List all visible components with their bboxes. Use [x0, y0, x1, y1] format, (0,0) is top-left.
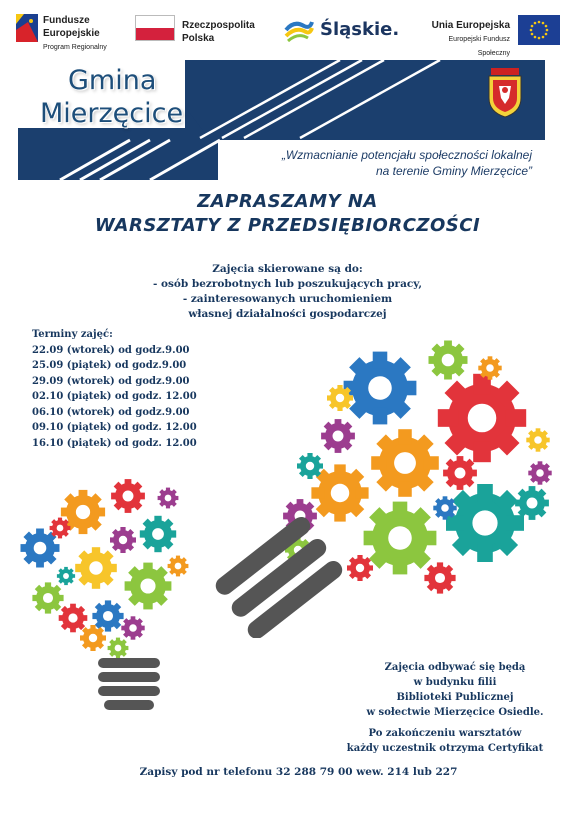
logo-bar — [0, 0, 575, 58]
schedule-item: 09.10 (piątek) od godz. 12.00 — [32, 422, 197, 433]
gmina-line2: Mierzęcice — [40, 98, 184, 129]
right-bulb-base — [212, 513, 346, 638]
eu-funds-text — [43, 13, 107, 53]
eu-flag — [518, 15, 560, 49]
eu-funds-line3: Program Regionalny — [43, 44, 107, 51]
schedule-heading: Terminy zajęć: — [32, 329, 113, 340]
left-bulb-gears — [21, 479, 189, 658]
audience-intro: Zajęcia skierowane są do: — [212, 263, 363, 275]
location-line1: Zajęcia odbywać się będą — [384, 662, 526, 673]
location-block — [350, 660, 560, 720]
coat-of-arms-icon — [485, 68, 525, 118]
certificate-line1: Po zakończeniu warsztatów — [368, 728, 522, 739]
ue-text — [418, 18, 510, 59]
rp-line2: Polska — [182, 33, 215, 44]
lightbulb-gears-left — [18, 468, 193, 723]
eu-funds-line1: Fundusze — [43, 15, 90, 26]
slaskie-logo — [284, 16, 314, 46]
lightbulb-gears-right — [200, 338, 570, 638]
location-line3: Biblioteki Publicznej — [396, 692, 514, 703]
slaskie-icon — [284, 16, 314, 42]
polish-flag — [135, 15, 175, 41]
schedule-item: 22.09 (wtorek) od godz.9.00 — [32, 344, 190, 356]
banner-quote — [200, 147, 532, 179]
schedule-item: 25.09 (piątek) od godz.9.00 — [32, 360, 187, 371]
coat-of-arms — [485, 68, 525, 122]
rp-text — [182, 18, 255, 44]
schedule-block — [32, 327, 197, 451]
certificate-block — [330, 726, 560, 756]
quote-line1: „Wzmacnianie potencjału społeczności lokalnej — [281, 148, 532, 162]
audience-item-1: - osób bezrobotnych lub poszukujących pracy, — [152, 278, 423, 290]
location-line4: w sołectwie Mierzęcice Osiedle. — [366, 707, 544, 718]
right-bulb-gears — [283, 341, 552, 594]
slaskie-text: Śląskie. — [320, 19, 400, 40]
certificate-line2: każdy uczestnik otrzyma Certyfikat — [346, 743, 544, 754]
schedule-item: 29.09 (wtorek) od godz.9.00 — [32, 375, 190, 387]
rp-line1: Rzeczpospolita — [182, 20, 255, 31]
eu-funds-line2: Europejskie — [43, 28, 100, 39]
audience-block — [0, 262, 575, 322]
eu-funds-logo — [14, 12, 40, 48]
schedule-item: 02.10 (piątek) od godz. 12.00 — [32, 391, 197, 402]
audience-item-2: - zainteresowanych uruchomieniem — [182, 293, 393, 305]
eu-funds-icon — [14, 12, 40, 44]
eu-flag-icon — [518, 15, 560, 45]
location-line2: w budynku filii — [413, 677, 497, 688]
banner-title — [40, 64, 183, 130]
quote-line2: na terenie Gminy Mierzęcice” — [375, 164, 532, 178]
schedule-item: 16.10 (piątek) od godz. 12.00 — [32, 437, 197, 449]
headline-line2: WARSZTATY Z PRZEDSIĘBIORCZOŚCI — [94, 215, 481, 236]
signup-text: Zapisy pod nr telefonu 32 288 79 00 wew. 214 lub 227 — [139, 766, 458, 778]
audience-item-3: własnej działalności gospodarczej — [188, 308, 387, 320]
headline-line1: ZAPRASZAMY NA — [197, 191, 378, 212]
ue-line1: Unia Europejska — [431, 20, 510, 31]
ue-line2: Europejski Fundusz Społeczny — [448, 36, 510, 57]
left-bulb-base — [98, 658, 160, 710]
headline — [0, 190, 575, 238]
gmina-line1: Gmina — [68, 65, 157, 96]
schedule-item: 06.10 (wtorek) od godz.9.00 — [32, 406, 190, 418]
